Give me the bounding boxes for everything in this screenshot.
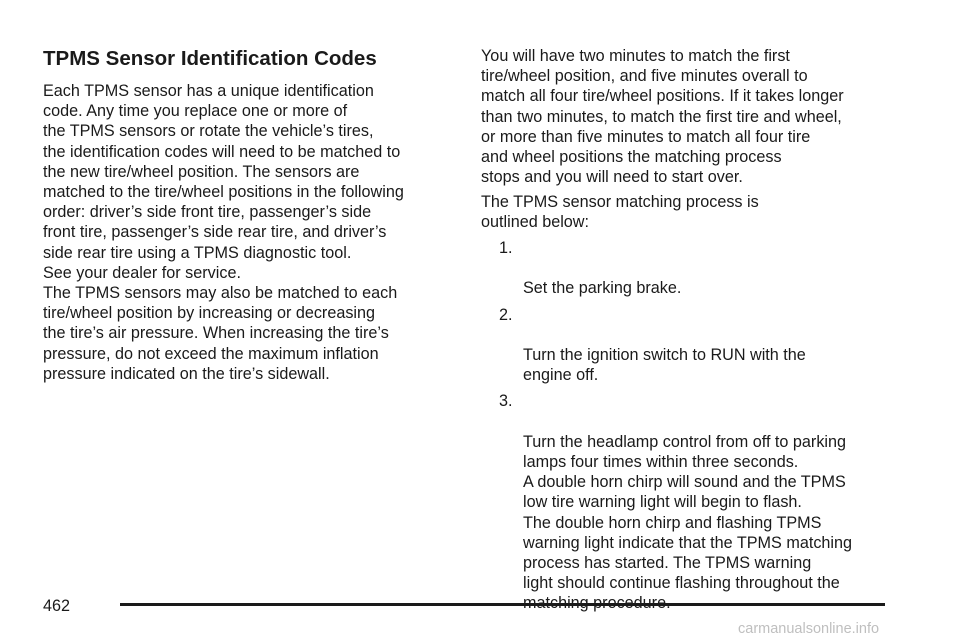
watermark-text: carmanualsonline.info bbox=[738, 621, 880, 637]
paragraph-process-intro: The TPMS sensor matching process is outlined below: bbox=[481, 193, 759, 232]
step-number: 2. bbox=[499, 305, 513, 324]
step-text: Set the parking brake. bbox=[523, 279, 682, 298]
footer-divider bbox=[120, 603, 885, 606]
paragraph-air-pressure: The TPMS sensors may also be matched to each tire/wheel position by increasing or decreasing the tire’s air pressure. When increasing the tire’s pressure, do not exceed the maximum inflation pressure indicated on the tire’s sidewall. bbox=[43, 284, 398, 383]
step-number: 1. bbox=[499, 239, 513, 257]
step-text: Turn the headlamp control from off to parking lamps four times within three seconds. A double horn chirp will sound and the TPMS low tire warning light will begin to flash. The double horn chirp and flashing TPMS warning light indicate that the TPMS matching process has started. The TPMS warning light should continue flashing throughout the bbox=[523, 432, 853, 593]
paragraph-time-limits: You will have two minutes to match the first tire/wheel position, and five minutes overall to match all four tire/wheel positions. If it takes longer than two minutes, to match the first tire and wheel, or more than five minutes to match all four tire and wheel positions the matching process stops and you will need to start over. bbox=[481, 47, 844, 187]
matching-steps-list bbox=[481, 238, 911, 614]
section-heading: TPMS Sensor Identification Codes bbox=[43, 47, 377, 70]
step-item bbox=[481, 238, 911, 299]
step-text: Turn the ignition switch to RUN with the engine off. bbox=[523, 346, 806, 385]
step-item bbox=[481, 305, 911, 386]
page-number: 462 bbox=[43, 597, 71, 615]
step-number: 3. bbox=[499, 392, 513, 411]
paragraph-sensor-codes: Each TPMS sensor has a unique identification code. Any time you replace one or more of the TPMS sensors or rotate the vehicle’s tires, the identification codes will need to be matched to the new tire/wheel position. The sensors are matched to the tire/wheel positions in the following order: driver’s side front tire, passenger’s side front tire, passenger’s side rear tire, and driver’s side rear tire using a TPMS diagnostic tool. See your dealer for service. bbox=[43, 82, 404, 282]
step-item bbox=[481, 391, 911, 613]
